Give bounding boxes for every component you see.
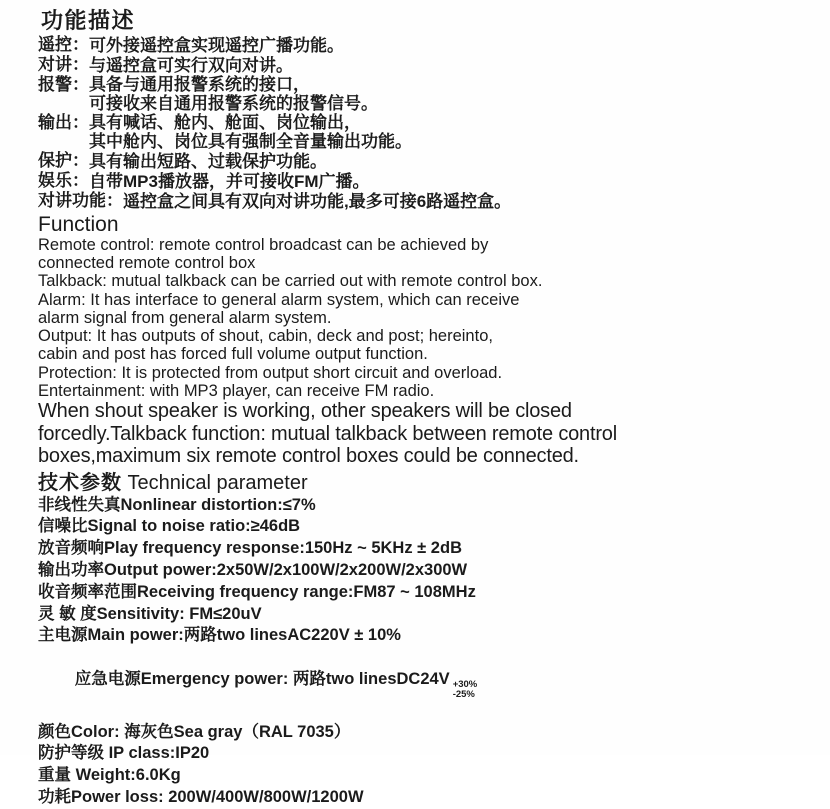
feature-remote-control bbox=[38, 36, 810, 56]
feature-label: 输出： bbox=[38, 112, 89, 132]
spec-emergency-power bbox=[38, 647, 810, 722]
note-line: forcedly.Talkback function: mutual talkback between remote control bbox=[38, 422, 617, 445]
function-line: Remote control: remote control broadcast can be achieved by bbox=[38, 235, 489, 254]
feature-entertainment bbox=[38, 172, 810, 192]
feature-text: 具有喊话、舱内、舱面、岗位输出， bbox=[89, 112, 361, 132]
feature-text: 具备与通用报警系统的接口， bbox=[89, 75, 310, 94]
feature-label: 保护： bbox=[38, 150, 89, 170]
technical-parameter-heading bbox=[38, 471, 810, 495]
spec-emergency-power-text: 应急电源Emergency power: 两路two linesDC24V bbox=[74, 669, 450, 688]
function-line: connected remote control box bbox=[38, 253, 256, 272]
feature-talkback-function bbox=[38, 192, 810, 212]
document-content bbox=[38, 8, 810, 809]
feature-label: 报警： bbox=[38, 75, 89, 94]
technical-parameter-heading-cn: 技术参数 bbox=[38, 471, 122, 494]
function-line: Output: It has outputs of shout, cabin, deck and post; hereinto, bbox=[38, 327, 493, 346]
function-line: cabin and post has forced full volume output function. bbox=[38, 345, 428, 364]
feature-label: 对讲： bbox=[38, 55, 89, 74]
spec-ip-class: 防护等级 IP class:IP20 bbox=[38, 744, 210, 763]
feature-text-continued: 其中舱内、岗位具有强制全音量输出功能。 bbox=[89, 131, 412, 151]
feature-output bbox=[38, 114, 810, 152]
tolerance-lower: -25% bbox=[452, 688, 475, 700]
spec-color: 颜色Color: 海灰色Sea gray（RAL 7035） bbox=[38, 722, 351, 741]
spec-power-loss: 功耗Power loss: 200W/400W/800W/1200W bbox=[38, 788, 364, 807]
feature-list bbox=[38, 36, 810, 212]
spec-output-power: 输出功率Output power:2x50W/2x100W/2x200W/2x300W bbox=[38, 560, 468, 579]
function-line: Talkback: mutual talkback can be carried out with remote control box. bbox=[38, 272, 543, 291]
spec-weight: 重量 Weight:6.0Kg bbox=[38, 766, 181, 785]
note-line: When shout speaker is working, other speakers will be closed bbox=[38, 400, 572, 423]
feature-text: 具有输出短路、过载保护功能。 bbox=[89, 151, 327, 171]
feature-text: 可外接遥控盒实现遥控广播功能。 bbox=[89, 36, 344, 55]
spec-play-frequency-response: 放音频响Play frequency response:150Hz ~ 5KHz ± 2dB bbox=[38, 539, 462, 558]
technical-parameter-heading-en: Technical parameter bbox=[122, 471, 308, 494]
spec-receiving-frequency-range: 收音频率范围Receiving frequency range:FM87 ~ 108MHz bbox=[38, 582, 476, 601]
feature-protection bbox=[38, 152, 810, 172]
feature-text: 自带MP3播放器，并可接收FM广播。 bbox=[89, 171, 370, 191]
feature-text: 遥控盒之间具有双向对讲功能,最多可接6路遥控盒。 bbox=[123, 191, 512, 211]
function-description-en bbox=[38, 236, 810, 401]
spec-nonlinear-distortion: 非线性失真Nonlinear distortion:≤7% bbox=[38, 495, 316, 514]
function-line: alarm signal from general alarm system. bbox=[38, 308, 332, 327]
technical-parameter-list bbox=[38, 495, 810, 809]
function-description-heading: 功能描述 bbox=[41, 8, 136, 33]
function-line: Protection: It is protected from output short circuit and overload. bbox=[38, 363, 503, 382]
function-heading-en: Function bbox=[38, 212, 119, 236]
feature-label: 对讲功能： bbox=[38, 190, 123, 210]
feature-alarm bbox=[38, 76, 810, 114]
tolerance-upper: +30% bbox=[452, 678, 478, 690]
spec-main-power: 主电源Main power:两路two linesAC220V ± 10% bbox=[38, 626, 401, 645]
function-line: Entertainment: with MP3 player, can receive FM radio. bbox=[38, 382, 435, 400]
dc-voltage-tolerance bbox=[453, 680, 478, 700]
spec-signal-noise-ratio: 信噪比Signal to noise ratio:≥46dB bbox=[38, 517, 301, 536]
function-line: Alarm: It has interface to general alarm system, which can receive bbox=[38, 290, 520, 309]
spec-sensitivity: 灵 敏 度Sensitivity: FM≤20uV bbox=[38, 604, 262, 623]
feature-label: 遥控： bbox=[38, 35, 89, 54]
feature-text-continued: 可接收来自通用报警系统的报警信号。 bbox=[89, 93, 378, 113]
feature-talkback bbox=[38, 56, 810, 76]
note-line: boxes,maximum six remote control boxes could be connected. bbox=[38, 445, 579, 468]
feature-text: 与遥控盒可实行双向对讲。 bbox=[89, 56, 293, 75]
function-note bbox=[38, 400, 810, 467]
feature-label: 娱乐： bbox=[38, 170, 89, 190]
